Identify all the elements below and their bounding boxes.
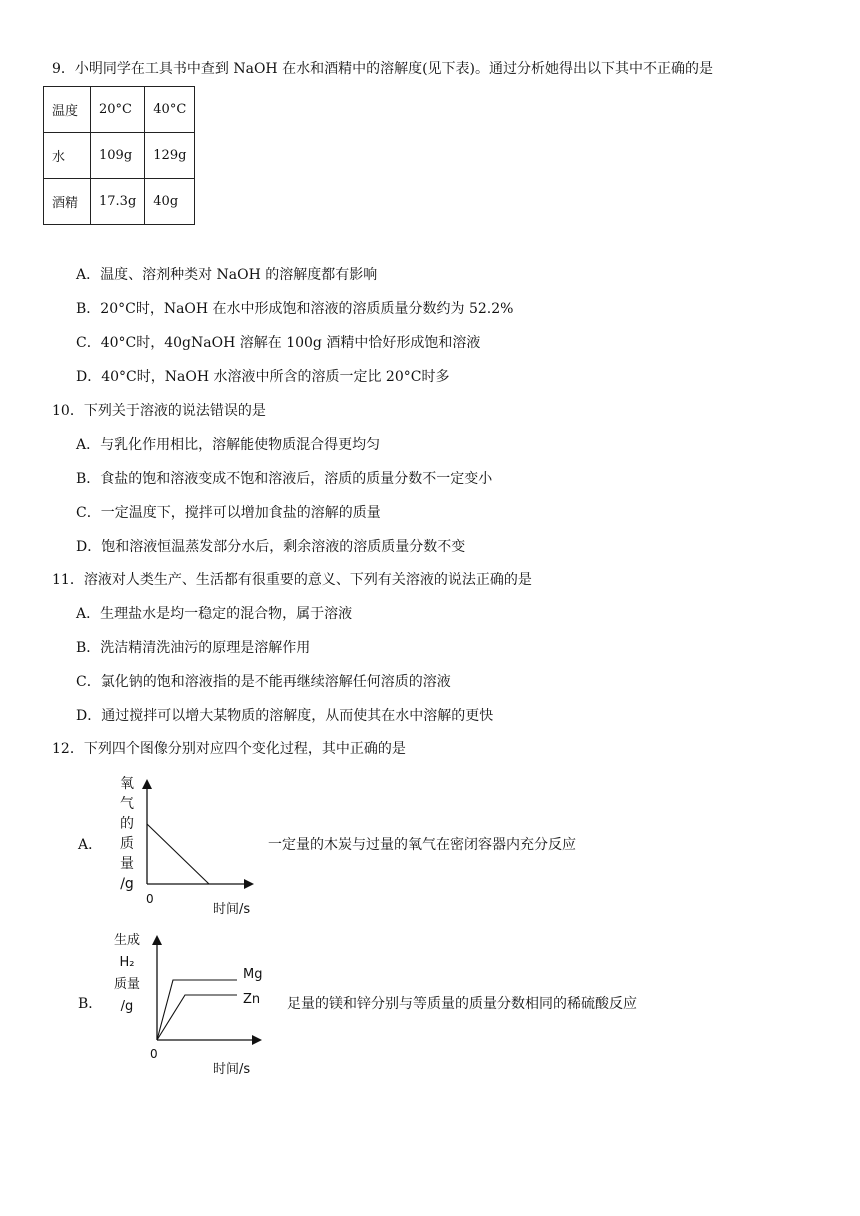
q11-option-c: C．氯化钠的饱和溶液指的是不能再继续溶解任何溶质的溶液 xyxy=(76,674,451,690)
q12-option-b-description: 足量的镁和锌分别与等质量的质量分数相同的稀硫酸反应 xyxy=(287,996,637,1012)
chart-b-series-zn xyxy=(157,995,237,1040)
q10-stem: 10．下列关于溶液的说法错误的是 xyxy=(52,403,266,419)
chart-b-origin: 0 xyxy=(150,1047,158,1061)
q10-option-b: B．食盐的饱和溶液变成不饱和溶液后，溶质的质量分数不一定变小 xyxy=(76,471,493,487)
q12-option-a-description: 一定量的木炭与过量的氧气在密闭容器内充分反应 xyxy=(268,837,576,853)
chart-b-legend-zn: Zn xyxy=(243,992,261,1007)
table-row xyxy=(44,179,195,225)
table-cell: 水 xyxy=(44,133,91,179)
table-cell: 40°C xyxy=(145,87,195,133)
q11-option-a: A．生理盐水是均一稳定的混合物，属于溶液 xyxy=(76,606,353,622)
chart-a-series-line xyxy=(147,824,209,884)
q10-option-c: C．一定温度下，搅拌可以增加食盐的溶解的质量 xyxy=(76,505,381,521)
table-cell: 40g xyxy=(145,179,195,225)
table-cell: 129g xyxy=(145,133,195,179)
q11-stem: 11．溶液对人类生产、生活都有很重要的意义、下列有关溶液的说法正确的是 xyxy=(52,572,532,588)
q11-option-b: B．洗洁精清洗油污的原理是溶解作用 xyxy=(76,640,311,656)
table-cell: 109g xyxy=(91,133,145,179)
table-cell: 20°C xyxy=(91,87,145,133)
q9-option-d: D．40°C时，NaOH 水溶液中所含的溶质一定比 20°C时多 xyxy=(76,369,450,385)
table-row xyxy=(44,133,195,179)
chart-a-xlabel: 时间/s xyxy=(213,902,251,917)
q11-option-d: D．通过搅拌可以增大某物质的溶解度，从而使其在水中溶解的更快 xyxy=(76,708,494,724)
q12-option-a-letter: A． xyxy=(78,837,103,853)
table-cell: 酒精 xyxy=(44,179,91,225)
q9-option-a: A．温度、溶剂种类对 NaOH 的溶解度都有影响 xyxy=(76,267,378,283)
solubility-table xyxy=(43,86,195,225)
q9-option-b: B．20°C时，NaOH 在水中形成饱和溶液的溶质质量分数约为 52.2% xyxy=(76,301,514,317)
q9-option-c: C．40°C时，40gNaOH 溶解在 100g 酒精中恰好形成饱和溶液 xyxy=(76,335,481,351)
q12-option-b-letter: B． xyxy=(78,996,103,1012)
q9-stem: 9．小明同学在工具书中查到 NaOH 在水和酒精中的溶解度(见下表)。通过分析她得出以下其中不正确的是 xyxy=(52,61,714,77)
q10-option-d: D．饱和溶液恒温蒸发部分水后，剩余溶液的溶质质量分数不变 xyxy=(76,539,466,555)
chart-b-legend-mg: Mg xyxy=(243,967,263,982)
table-row xyxy=(44,87,195,133)
chart-b-xlabel: 时间/s xyxy=(213,1062,251,1076)
chart-b xyxy=(105,926,280,1076)
chart-a-origin: 0 xyxy=(146,892,154,906)
chart-a xyxy=(105,770,275,920)
chart-b-ylabel: 生成 H₂ 质量/g xyxy=(113,933,141,1014)
q12-stem: 12．下列四个图像分别对应四个变化过程，其中正确的是 xyxy=(52,741,406,757)
table-cell: 温度 xyxy=(44,87,91,133)
table-cell: 17.3g xyxy=(91,179,145,225)
chart-b-series-mg xyxy=(157,980,237,1040)
chart-a-ylabel: 氧气的质量/g xyxy=(120,776,134,892)
q10-option-a: A．与乳化作用相比，溶解能使物质混合得更均匀 xyxy=(76,437,381,453)
